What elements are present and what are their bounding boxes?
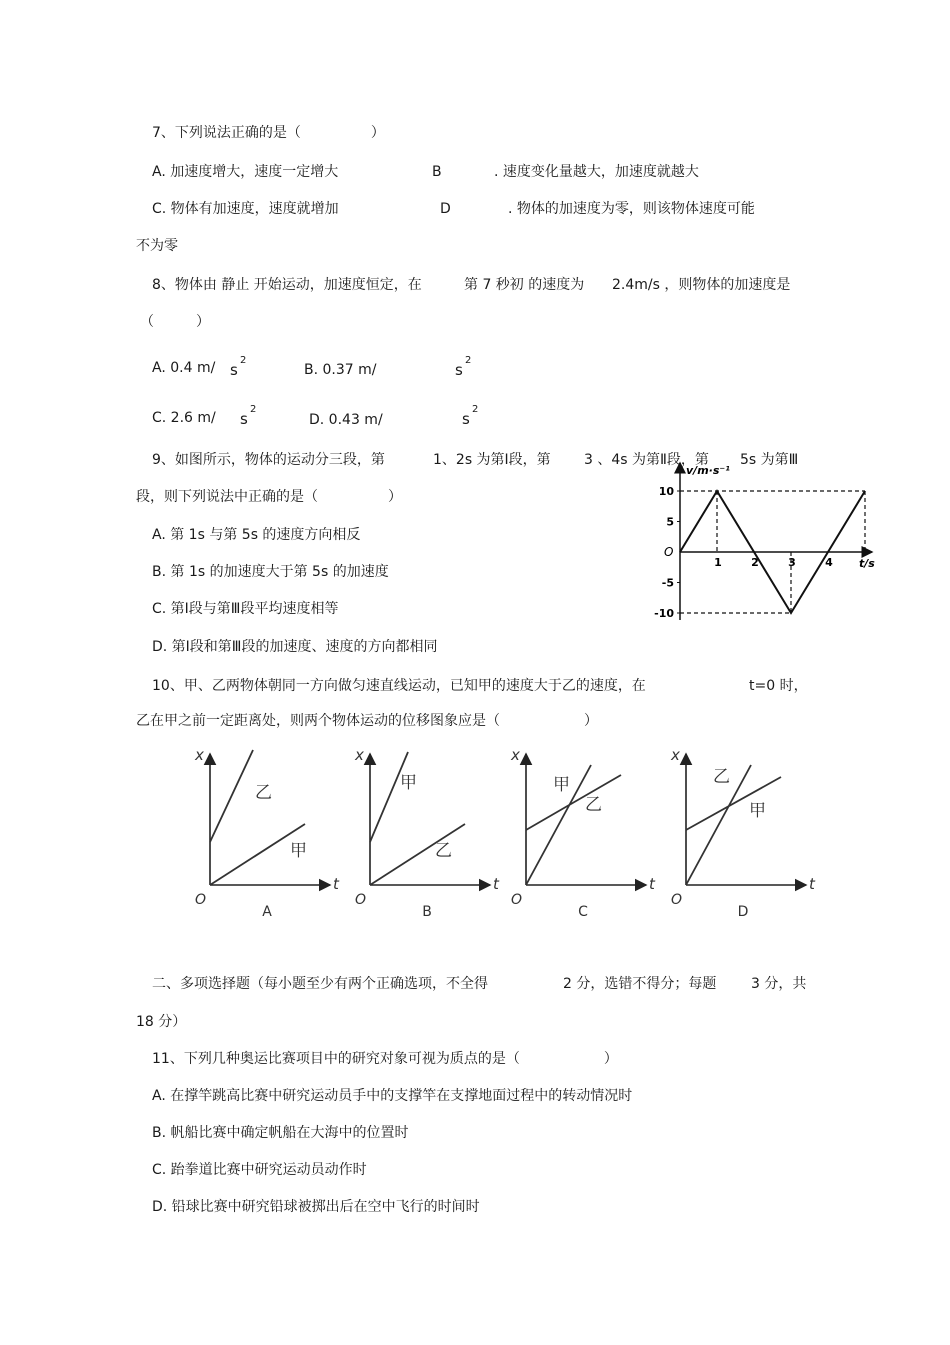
xt-line-label: 甲 <box>553 775 570 795</box>
xt-line-label: 甲 <box>749 801 766 821</box>
q10-stem-part2: t=0 时， <box>749 678 808 694</box>
xt-x-axis-label: x <box>195 746 204 764</box>
xt-t-axis-label: t <box>333 875 339 893</box>
q8-option-c-unit: s <box>240 410 248 428</box>
q9-stem-part1: 9、如图所示，物体的运动分三段，第 <box>152 452 385 468</box>
xt-motion-line <box>370 752 408 842</box>
section2-heading-part4: 18 分） <box>136 1014 187 1030</box>
q8-option-a-unit: s <box>230 361 238 379</box>
q11-option-a: A. 在撑竿跳高比赛中研究运动员手中的支撑竿在支撑地面过程中的转动情况时 <box>152 1088 633 1104</box>
vt-y-tick-label: 5 <box>666 515 674 529</box>
q11-stem: 11、下列几种奥运比赛项目中的研究对象可视为质点的是（ ） <box>152 1051 618 1067</box>
velocity-time-graph <box>640 455 900 630</box>
q10-stem-part1: 10、甲、乙两物体朝同一方向做匀速直线运动，已知甲的速度大于乙的速度，在 <box>152 678 646 694</box>
q7-stem: 7、下列说法正确的是（ ） <box>152 125 385 141</box>
q8-stem-part3: 2.4m/s ，则物体的加速度是 <box>612 277 791 293</box>
vt-x-tick-label: 4 <box>825 556 833 569</box>
q9-stem-part4: 5s 为第Ⅲ <box>740 452 799 468</box>
vt-y-tick-label: -5 <box>661 576 674 590</box>
xt-motion-line <box>686 777 781 830</box>
q7-option-a: A. 加速度增大，速度一定增大 <box>152 164 339 180</box>
vt-x-label: t/s <box>859 557 875 570</box>
vt-y-tick-label: -10 <box>654 607 674 620</box>
displacement-time-graphs <box>185 740 845 925</box>
q8-option-c-exponent: 2 <box>250 404 257 415</box>
q7-option-d-continued: 不为零 <box>136 238 178 254</box>
xt-line-label: 甲 <box>290 841 307 861</box>
q7-option-b-text: . 速度变化量越大，加速度就越大 <box>494 164 699 180</box>
vt-x-tick-label: 3 <box>788 556 796 569</box>
xt-panel-B <box>354 746 500 920</box>
xt-x-axis-label: x <box>671 746 680 764</box>
xt-t-axis-label: t <box>649 875 655 893</box>
xt-line-label: 乙 <box>435 841 452 861</box>
q11-option-b: B. 帆船比赛中确定帆船在大海中的位置时 <box>152 1125 409 1141</box>
xt-origin-label: O <box>511 892 523 908</box>
xt-option-label: C <box>578 904 588 920</box>
q9-option-b: B. 第 1s 的加速度大于第 5s 的加速度 <box>152 564 389 580</box>
xt-t-axis-label: t <box>809 875 815 893</box>
xt-t-axis-label: t <box>493 875 499 893</box>
xt-x-axis-label: x <box>355 746 364 764</box>
xt-line-label: 乙 <box>713 767 730 787</box>
q7-option-c: C. 物体有加速度，速度就增加 <box>152 201 339 217</box>
xt-option-label: B <box>422 904 432 920</box>
section2-heading-part2: 2 分，选错不得分；每题 <box>563 976 717 992</box>
xt-panel-A <box>194 746 340 920</box>
xt-line-label: 乙 <box>255 783 272 803</box>
q8-option-b: B. 0.37 m/ <box>304 362 377 378</box>
xt-motion-line <box>210 750 253 842</box>
q9-stem-part3: 3 、4s 为第Ⅱ段，第 <box>584 452 709 468</box>
xt-option-label: D <box>737 904 749 920</box>
q8-answer-paren: （ ） <box>140 314 210 330</box>
vt-origin-label: O <box>664 545 674 559</box>
q7-option-b-letter: B <box>432 164 442 180</box>
vt-x-tick-label: 2 <box>751 556 759 569</box>
xt-origin-label: O <box>195 892 207 908</box>
xt-origin-label: O <box>355 892 367 908</box>
q9-stem-part2: 1、2s 为第Ⅰ段，第 <box>433 452 551 468</box>
vt-y-label: v/m·s⁻¹ <box>686 464 730 477</box>
q8-option-b-unit: s <box>455 361 463 379</box>
q7-option-d-text: . 物体的加速度为零，则该物体速度可能 <box>508 201 755 217</box>
q8-option-d-exponent: 2 <box>472 404 479 415</box>
q11-option-c: C. 跆拳道比赛中研究运动员动作时 <box>152 1162 367 1178</box>
q8-stem-part1: 8、物体由 静止 开始运动，加速度恒定，在 <box>152 277 422 293</box>
q11-option-d: D. 铅球比赛中研究铅球被掷出后在空中飞行的时间时 <box>152 1199 480 1215</box>
xt-x-axis-label: x <box>511 746 520 764</box>
q8-option-a: A. 0.4 m/ <box>152 360 216 376</box>
q9-option-a: A. 第 1s 与第 5s 的速度方向相反 <box>152 527 361 543</box>
q8-option-a-exponent: 2 <box>240 355 247 366</box>
q8-option-d: D. 0.43 m/ <box>309 412 383 428</box>
q8-option-d-unit: s <box>462 410 470 428</box>
section2-heading-part3: 3 分，共 <box>751 976 807 992</box>
xt-panel-C <box>510 746 656 920</box>
xt-panel-D <box>670 746 816 920</box>
q7-option-d-letter: D <box>440 201 451 217</box>
vt-x-tick-label: 1 <box>714 556 722 569</box>
q9-option-d: D. 第Ⅰ段和第Ⅲ段的加速度、速度的方向都相同 <box>152 639 438 655</box>
q9-stem-part5: 段，则下列说法中正确的是（ ） <box>136 489 402 505</box>
q8-option-b-exponent: 2 <box>465 355 472 366</box>
q8-option-c: C. 2.6 m/ <box>152 410 216 426</box>
q10-stem-part3: 乙在甲之前一定距离处，则两个物体运动的位移图象应是（ ） <box>136 713 598 729</box>
q8-stem-part2: 第 7 秒初 的速度为 <box>464 277 585 293</box>
xt-line-label: 乙 <box>585 795 602 815</box>
q9-option-c: C. 第Ⅰ段与第Ⅲ段平均速度相等 <box>152 601 339 617</box>
xt-line-label: 甲 <box>400 773 417 793</box>
xt-option-label: A <box>262 904 272 920</box>
xt-origin-label: O <box>671 892 683 908</box>
xt-motion-line <box>526 775 621 830</box>
vt-y-tick-label: 10 <box>658 485 674 498</box>
section2-heading-part1: 二、多项选择题（每小题至少有两个正确选项，不全得 <box>152 976 488 992</box>
